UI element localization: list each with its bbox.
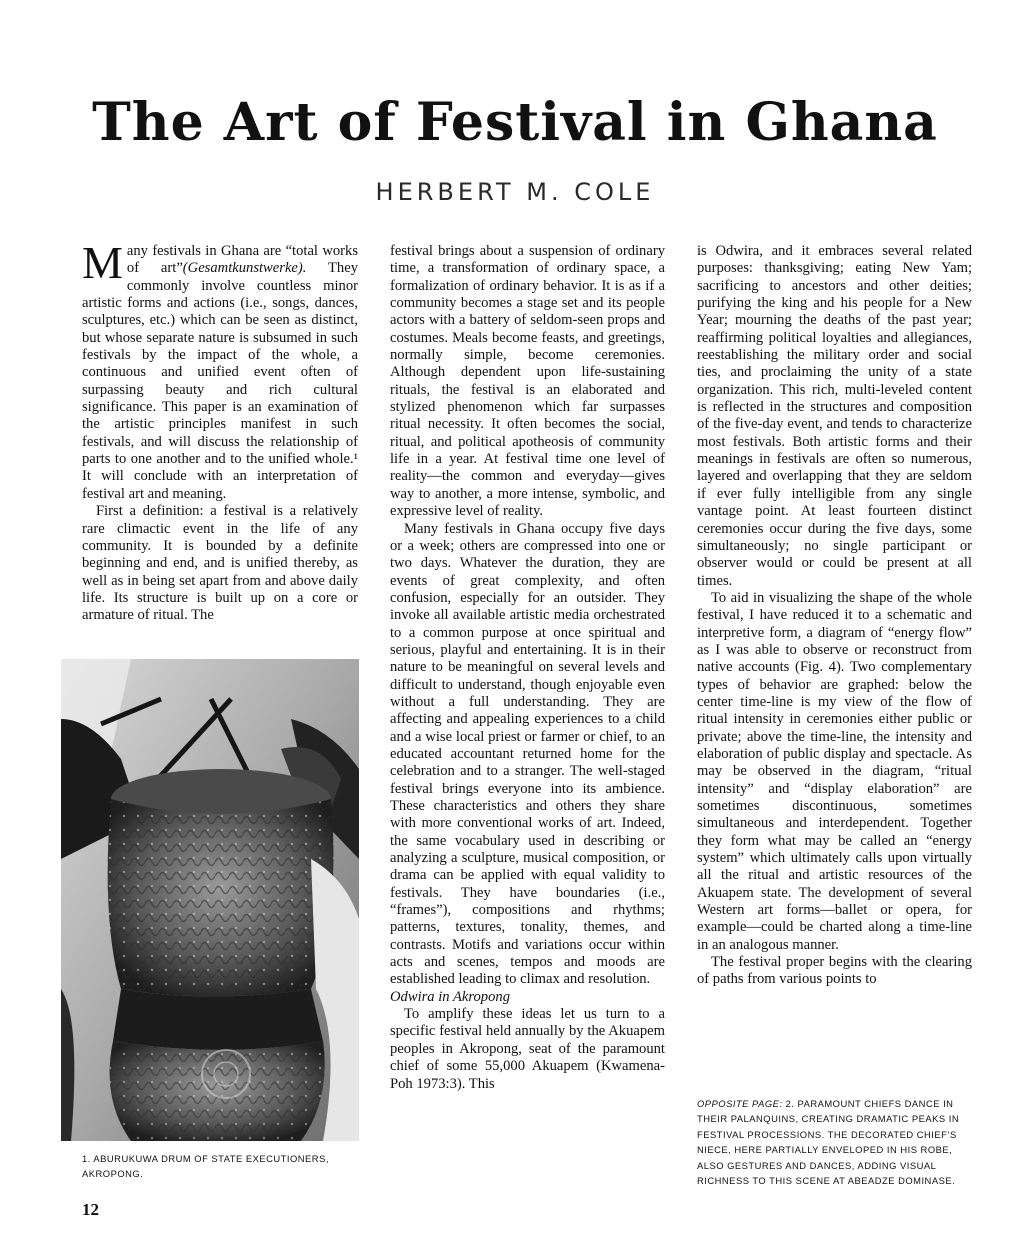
page-number: 12 — [82, 1200, 99, 1219]
paragraph-definition: First a definition: a festival is a relatively rare climactic event in the life of any community. It is bounded by a definite beginning and end, and is unified thereby, as well as in being set apart from and above daily life. Its structure is built up on a core or armature of ritual. The — [82, 503, 358, 624]
text-column-3 — [697, 243, 972, 1078]
figure-2-caption — [697, 1096, 973, 1188]
caption-body: 2. PARAMOUNT CHIEFS DANCE IN THEIR PALANQUINS, CREATING DRAMATIC PEAKS IN FESTIVAL PROCESSIONS. THE DECORATED CHIEF’S NIECE, HERE PARTIALLY ENVELOPED IN HIS ROBE, ALSO GESTURES AND DANCES, ADDING VISUAL RICHNESS TO THIS SCENE AT ABEADZE DOMINASE. — [697, 1098, 960, 1187]
article-title: The Art of Festival in Ghana — [92, 92, 938, 153]
paragraph-suspension: festival brings about a suspension of ordinary time, a transformation of ordinary space, a formalization of ordinary behavior. It is as if a community becomes a stage set and its people actors with a battery of seldom-seen props and costumes. Meals become feasts, and greetings, normally simple, become ceremonies. Although dependent upon life-sustaining rituals, the festival is an elaborated and stylized phenomenon which far surpasses ritual necessity. It often becomes the social, ritual, and political apotheosis of community life in a year. At festival time one level of reality—the common and everyday—gives way to another, a more intense, symbolic, and expressive level of reality. — [390, 243, 665, 520]
drop-cap: M — [82, 243, 123, 288]
paragraph-odwira: is Odwira, and it embraces several related purposes: thanksgiving; eating New Yam; sacrificing to ancestors and other deities; purifying the king and his people for a New Year; mourning the deaths of the past year; reaffirming political loyalties and allegiances, reestablishing the military order and social ties, and proclaiming the unity of a state organization. This rich, multi-leveled content is reflected in the structures and composition of the five-day event, and tends to characterize most festivals. Both artistic forms and their meanings in festivals are often so numerous, layered and overlapping that they are seldom if ever fully intelligible from any single vantage point. At least fourteen distinct ceremonies occur during the five days, some simultaneously; no single participant or observer would or could be present at all times. — [697, 243, 972, 589]
paragraph-akropong: To amplify these ideas let us turn to a specific festival held annually by the Akuapem peoples in Akropong, seat of the paramount chief of some 55,000 Akuapem (Kwamena-Poh 1973:3). This — [390, 1006, 665, 1092]
paragraph-complexity: Many festivals in Ghana occupy five days or a week; others are compressed into one or two days. Whatever the duration, they are events of great complexity, and often confusion, especially for an outsider. They invoke all available artistic media orchestrated to a common purpose at once spiritual and serious, playful and entertaining. It is in their nature to be meaningful on several levels and difficult to understand, though enjoyable even without a full understanding. They are affecting and appealing experiences to a child and a wise local priest or farmer or chief, to an educated accountant returned home for the celebration and to a stranger. The well-staged festival brings everyone into its ambience. These characteristics and others they share with more conventional works of art. Indeed, the same vocabulary used in describing or analyzing a sculpture, musical composition, or drama can be applied with equal validity to festivals. They have boundaries (i.e., “frames”), compositions and rhythms; patterns, textures, tonality, themes, and contrasts. Motifs and variations occur within acts and scenes, tempos and moods are established leading to climax and resolution. — [390, 520, 665, 988]
author-name: HERBERT M. COLE — [375, 178, 655, 206]
intro-italic-term: (Gesamtkunstwerke). — [182, 260, 307, 277]
text-column-2 — [390, 243, 665, 1183]
drum-photograph — [61, 659, 359, 1141]
intro-text-b: They commonly involve countless minor artistic forms and actions (i.e., songs, dances, sculptures, etc.) which can be seen as distinct, but whose separate nature is subsumed in such festivals by the impact of the whole, a continuous and unified event often of surpassing beauty and rich cultural significance. This paper is an examination of the artistic principles manifest in such festivals, and will discuss the relationship of parts to one another and to the unified whole.¹ It will conclude with an interpretation of festival art and meaning. — [82, 260, 358, 502]
section-subheading: Odwira in Akropong — [390, 988, 510, 1005]
paragraph-intro — [82, 243, 358, 503]
drum-photo-illustration — [61, 659, 359, 1141]
figure-1-caption: 1. ABURUKUWA DRUM OF STATE EXECUTIONERS, AKROPONG. — [82, 1153, 329, 1179]
paragraph-paths: The festival proper begins with the clearing of paths from various points to — [697, 954, 972, 988]
intro-text-a: any festivals in Ghana are “total works of art” — [126, 243, 358, 277]
text-column-1 — [82, 243, 358, 653]
caption-lead: OPPOSITE PAGE: — [697, 1098, 783, 1109]
paragraph-energy-flow: To aid in visualizing the shape of the whole festival, I have reduced it to a schematic and interpretive form, a diagram of “energy flow” as I was able to observe or reconstruct from native accounts (Fig. 4). Two complementary types of behavior are graphed: below the center time-line is my view of the flow of ritual intensity in ceremonies either public or private; above the time-line, the intensity and elaboration of public display and spectacle. As may be observed in the diagram, “ritual intensity” and “display elaboration” are sometimes discontinuous, sometimes simultaneous and interdependent. Together they form what may be called an “energy system” which ultimately calls upon virtually all the ritual and artistic resources of the Akuapem state. The development of several Western art forms—ballet or opera, for example—could be charted along a time-line in an analogous manner. — [697, 589, 972, 953]
